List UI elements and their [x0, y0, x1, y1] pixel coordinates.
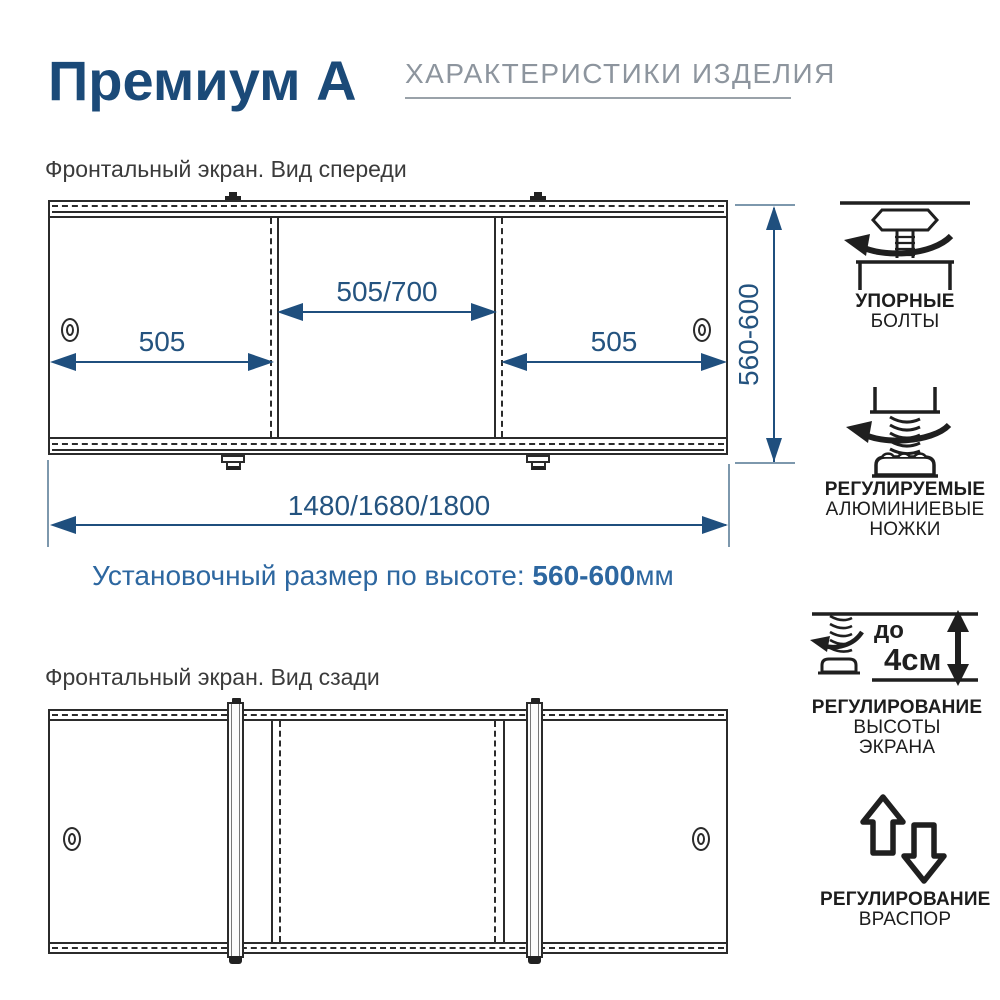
feature-caption-line: РЕГУЛИРУЕМЫЕ: [824, 479, 986, 500]
post-groove: [530, 704, 531, 956]
arrowhead-right: [701, 353, 727, 371]
back-divider-dashed-right: [494, 721, 496, 942]
front-top-rail: [48, 200, 728, 218]
feature-caption-line: РЕГУЛИРОВАНИЕ: [820, 889, 991, 910]
note-suffix: мм: [635, 560, 674, 591]
post-bolt: [232, 698, 241, 704]
front-divider-solid-left: [277, 218, 279, 437]
page-title: Премиум А: [48, 49, 357, 112]
aluminum-post: [227, 702, 244, 958]
badge-value: 4см: [884, 642, 942, 677]
dim-tick-bottom: [735, 462, 795, 464]
feature-caption-line: БОЛТЫ: [870, 311, 940, 332]
rail-dash-line: [52, 714, 724, 716]
dim-right-panel: 505: [590, 326, 638, 357]
back-divider-solid-right: [503, 721, 505, 942]
feature-caption-line: ВРАСПОР: [858, 909, 952, 930]
handle-icon: [692, 827, 710, 851]
front-view-label: Фронтальный экран. Вид спереди: [45, 156, 407, 182]
back-panel-body: [48, 721, 728, 942]
top-bolt-icon: [225, 192, 241, 200]
feature-caption-line: РЕГУЛИРОВАНИЕ: [811, 697, 983, 718]
badge-prefix: до: [874, 617, 904, 644]
feature-caption-line: ЭКРАНА: [858, 737, 936, 758]
note-prefix: Установочный размер по высоте:: [92, 560, 533, 591]
post-groove: [538, 704, 539, 956]
handle-inner-ring: [68, 833, 76, 845]
rail-dash-line: [52, 443, 724, 445]
dim-middle-panel: 505/700: [336, 276, 438, 307]
arrowhead-right: [248, 353, 274, 371]
install-height-note: [92, 560, 674, 592]
adjustable-foot-icon: [820, 385, 990, 480]
dim-height: 560-600: [733, 283, 764, 387]
front-bottom-rail: [48, 437, 728, 455]
feature-caption-line: УПОРНЫЕ: [855, 291, 955, 312]
back-view-label: Фронтальный экран. Вид сзади: [45, 664, 380, 690]
section-header: ХАРАКТЕРИСТИКИ ИЗДЕЛИЯ: [405, 58, 791, 99]
top-bolt-icon: [530, 192, 546, 200]
extension-line-right: [728, 464, 730, 547]
dim-line-vertical: [773, 208, 775, 462]
extension-line-left: [47, 460, 49, 547]
rail-dash-line: [52, 205, 724, 207]
stop-bolt-icon: [820, 196, 990, 292]
aluminum-post: [526, 702, 543, 958]
feature-caption-line: ВЫСОТЫ: [853, 717, 941, 738]
back-divider-dashed-left: [279, 721, 281, 942]
post-groove: [231, 704, 232, 956]
up-down-arrows-icon: [820, 793, 990, 885]
dim-line: [54, 361, 270, 363]
post-groove: [239, 704, 240, 956]
dim-line: [281, 311, 493, 313]
feature-spacer-adjustment: [820, 793, 990, 930]
rail-solid-line: [52, 449, 724, 451]
back-divider-solid-left: [271, 721, 273, 942]
arrowhead-down: [766, 438, 782, 462]
feature-height-adjustment: [808, 606, 986, 758]
handle-inner-ring: [697, 833, 705, 845]
dim-line: [54, 524, 726, 526]
front-divider-solid-right: [494, 218, 496, 437]
height-adjustment-icon: [808, 606, 986, 690]
dim-total-width: 1480/1680/1800: [287, 490, 491, 521]
feature-caption-line: АЛЮМИНИЕВЫЕ: [825, 499, 985, 520]
handle-icon: [63, 827, 81, 851]
back-bottom-rail: [48, 942, 728, 954]
feature-stop-bolts: [820, 196, 990, 332]
foot-base: [226, 461, 241, 470]
feature-adjustable-feet: [820, 385, 990, 540]
rail-dash-line: [52, 947, 724, 949]
post-foot: [229, 956, 242, 964]
note-value: 560-600: [532, 560, 636, 591]
bolt-base: [225, 196, 241, 200]
dim-tick-top: [735, 204, 795, 206]
post-foot: [528, 956, 541, 964]
rail-solid-line: [52, 211, 724, 213]
arrowhead-right: [702, 516, 728, 534]
dim-left-panel: 505: [138, 326, 186, 357]
dim-line: [505, 361, 723, 363]
post-bolt: [531, 698, 540, 704]
foot-base: [531, 461, 546, 470]
arrowhead-right: [471, 303, 497, 321]
back-top-rail: [48, 709, 728, 721]
bolt-base: [530, 196, 546, 200]
feature-caption-line: НОЖКИ: [869, 519, 941, 540]
